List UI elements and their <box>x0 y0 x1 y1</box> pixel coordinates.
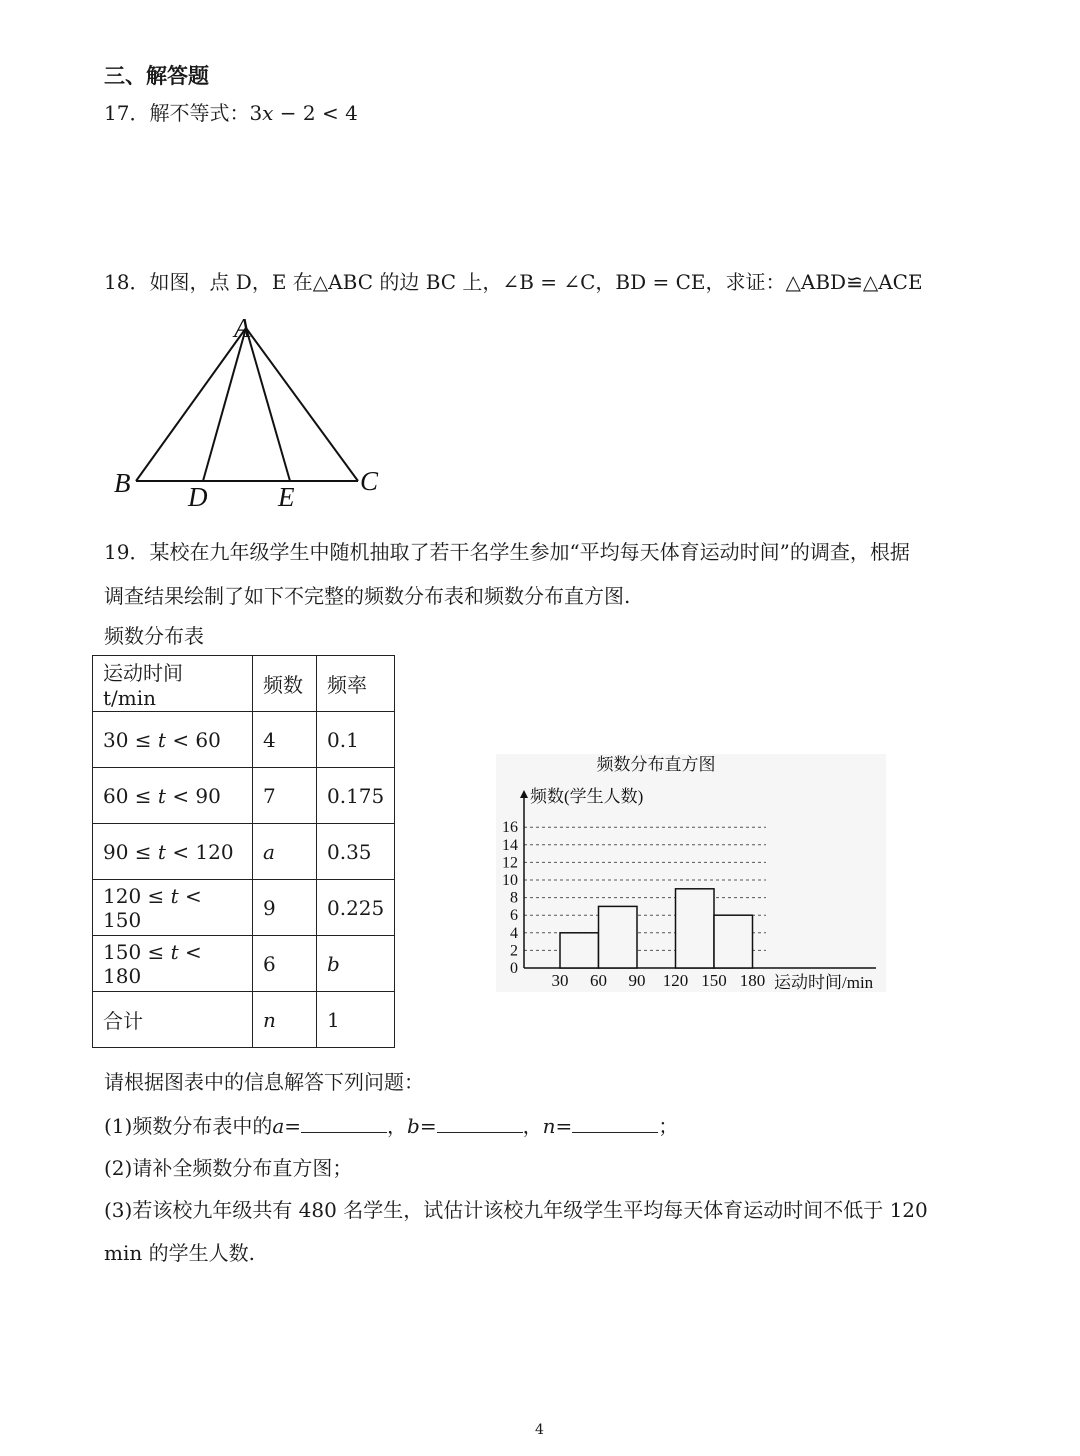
var-n: n <box>542 1114 556 1138</box>
question-17: 17．解不等式：3𝑥 − 2 < 4 <box>104 101 358 125</box>
var-a: a <box>272 1114 285 1138</box>
cell-range: 120 ≤ 𝑡 < 150 <box>93 880 253 936</box>
header-frequency: 频数 <box>253 656 317 712</box>
table-row <box>93 712 395 768</box>
x-tick-label: 180 <box>739 971 766 990</box>
histogram-bar <box>714 915 753 968</box>
table-row <box>93 880 395 936</box>
cell-total-label: 合计 <box>93 992 253 1048</box>
cell-rate: 0.1 <box>317 712 395 768</box>
cell-range: 90 ≤ 𝑡 < 120 <box>93 824 253 880</box>
blank-a[interactable] <box>301 1114 387 1133</box>
x-tick-label: 150 <box>701 971 727 990</box>
eq-n: = <box>555 1114 573 1138</box>
y-tick-label: 12 <box>502 854 518 872</box>
cell-rate: b <box>317 936 395 992</box>
part-2: (2)请补全频数分布直方图； <box>104 1156 353 1180</box>
y-tick-label: 14 <box>502 836 518 854</box>
segment-ae <box>246 328 290 481</box>
edge-ac <box>246 328 358 481</box>
eq-b: = <box>419 1114 437 1138</box>
y-tick-label: 10 <box>502 872 518 889</box>
chart-title: 频数分布直方图 <box>596 755 716 774</box>
y-axis-arrow <box>520 790 528 798</box>
y-tick-label: 4 <box>510 924 518 942</box>
histogram-bar <box>599 906 638 968</box>
x-tick-label: 30 <box>551 971 569 990</box>
table-row <box>93 936 395 992</box>
x-tick-label: 90 <box>628 971 646 990</box>
y-tick-label: 0 <box>510 960 518 977</box>
blank-b[interactable] <box>437 1114 523 1133</box>
cell-count: 6 <box>253 936 317 992</box>
y-tick-label: 8 <box>510 889 518 907</box>
table-row <box>93 768 395 824</box>
part-3-line1: (3)若该校九年级共有 480 名学生，试估计该校九年级学生平均每天体育运动时间不低于 120 <box>104 1198 928 1222</box>
blank-n[interactable] <box>572 1114 658 1133</box>
x-tick-label: 60 <box>590 971 607 990</box>
cell-total-rate: 1 <box>317 992 395 1048</box>
part-1 <box>104 1110 678 1139</box>
frequency-table <box>92 655 395 1048</box>
cell-rate: 0.35 <box>317 824 395 880</box>
segment-ad <box>203 328 246 481</box>
cell-rate: 0.225 <box>317 880 395 936</box>
eq-a: = <box>284 1114 302 1138</box>
part1-prefix: (1)频数分布表中的 <box>104 1114 273 1138</box>
prompt-text: 请根据图表中的信息解答下列问题： <box>104 1070 424 1094</box>
header-time: 运动时间 t/min <box>93 656 253 712</box>
question-19-line2: 调查结果绘制了如下不完整的频数分布表和频数分布直方图. <box>104 584 631 608</box>
table-total-row <box>93 992 395 1048</box>
header-rate: 频率 <box>317 656 395 712</box>
question-18: 18．如图，点 D，E 在△ABC 的边 BC 上，∠B = ∠C，BD = CE，求证：△ABD≌△ACE <box>104 270 923 294</box>
cell-range: 30 ≤ 𝑡 < 60 <box>93 712 253 768</box>
y-tick-label: 16 <box>502 819 518 837</box>
histogram-bar <box>560 933 599 968</box>
label-b: B <box>114 468 131 498</box>
x-axis-label: 运动时间/min <box>774 973 874 992</box>
cell-total-count: n <box>253 992 317 1048</box>
cell-range: 60 ≤ 𝑡 < 90 <box>93 768 253 824</box>
label-d: D <box>188 482 208 512</box>
sep-2: ， <box>522 1114 543 1138</box>
part-3-line2: min 的学生人数. <box>104 1241 255 1265</box>
table-row <box>93 824 395 880</box>
triangle-figure <box>100 310 400 520</box>
histogram-bar <box>676 889 715 968</box>
table-caption: 频数分布表 <box>104 624 204 648</box>
cell-count: 9 <box>253 880 317 936</box>
end-mark: ； <box>658 1114 679 1138</box>
label-a: A <box>234 313 251 343</box>
y-axis-label: 频数(学生人数) <box>530 787 644 806</box>
cell-rate: 0.175 <box>317 768 395 824</box>
table-header-row <box>93 656 395 712</box>
question-19-line1: 19．某校在九年级学生中随机抽取了若干名学生参加“平均每天体育运动时间”的调查，根据 <box>104 540 910 564</box>
cell-count: 4 <box>253 712 317 768</box>
cell-count: a <box>253 824 317 880</box>
y-tick-label: 2 <box>510 942 518 960</box>
cell-range: 150 ≤ 𝑡 < 180 <box>93 936 253 992</box>
section-title: 三、解答题 <box>104 63 209 88</box>
label-c: C <box>360 466 379 496</box>
cell-count: 7 <box>253 768 317 824</box>
edge-ab <box>136 328 246 481</box>
label-e: E <box>278 482 295 512</box>
sep-1: ， <box>387 1114 408 1138</box>
frequency-histogram <box>496 754 886 992</box>
var-b: b <box>407 1114 420 1138</box>
x-tick-label: 120 <box>662 971 689 990</box>
page-number: 4 <box>535 1422 544 1438</box>
y-tick-label: 6 <box>510 907 518 925</box>
